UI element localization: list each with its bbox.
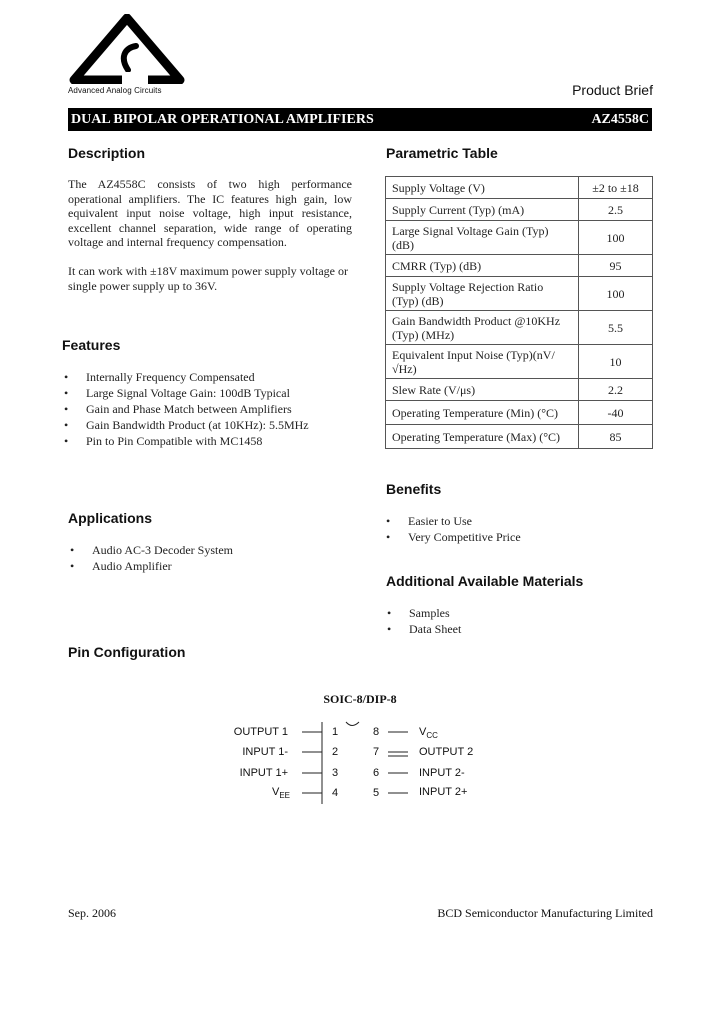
pin-label-vcc: $V_{CC}$ [419,726,438,741]
pin-diagram [300,720,420,810]
benefits-heading: Benefits [386,481,442,497]
pin-number: 5 [373,787,380,799]
pin-number: 3 [332,767,339,779]
pin-label-input-2-plus: INPUT 2+ [419,786,468,798]
materials-list [387,605,461,637]
table-row: Operating Temperature (Min) (°C) -40 [386,401,653,425]
package-label: SOIC-8/DIP-8 [323,692,397,706]
benefit-item: • Very Competitive Price [386,530,521,544]
description-paragraph-2: It can work with ±18V maximum power supply voltage or single power supply up to 36V. [68,264,348,293]
pin-label-vee: $V_{EE}$ [271,786,290,801]
pin-label-input-1-plus: INPUT 1+ [239,767,288,779]
applications-list [70,542,233,574]
benefit-item: • Easier to Use [386,514,472,528]
benefits-list [386,513,521,545]
footer-date: Sep. 2006 [68,906,116,920]
table-row: Supply Voltage (V) ±2 to ±18 [386,177,653,199]
pin-number: 6 [373,767,380,779]
pin-number: 2 [332,746,339,758]
table-row: Operating Temperature (Max) (°C) 85 [386,425,653,449]
pin-label-output-1: OUTPUT 1 [233,726,288,738]
pin-label-output-2: OUTPUT 2 [419,746,474,758]
table-row: Gain Bandwidth Product @10KHz (Typ) (MHz) 5.5 [386,311,653,345]
description-paragraph-1: The AZ4558C consists of two high performance operational amplifiers. The IC features high gain, low equivalent input noise voltage, high input resistance, excellent channel separation, wide range of operating voltage and internal frequency compensation. [68,177,352,250]
material-item: • Data Sheet [387,622,462,636]
document-title: DUAL BIPOLAR OPERATIONAL AMPLIFIERS [71,112,374,127]
parametric-heading: Parametric Table [386,145,498,161]
table-row: Large Signal Voltage Gain (Typ) (dB) 100 [386,221,653,255]
feature-item: • Internally Frequency Compensated [64,370,255,384]
parametric-table [385,176,653,449]
feature-item: • Pin to Pin Compatible with MC1458 [64,434,263,448]
description-heading: Description [68,145,146,161]
pin-number: 1 [332,726,339,738]
pin-number: 7 [373,746,380,758]
feature-item: • Large Signal Voltage Gain: 100dB Typical [64,386,290,400]
materials-heading: Additional Available Materials [386,573,584,589]
part-number: AZ4558C [591,112,649,127]
table-row: Slew Rate (V/μs) 2.2 [386,379,653,401]
table-row: Equivalent Input Noise (Typ)(nV/√Hz) 10 [386,345,653,379]
company-name: Advanced Analog Circuits [68,86,162,95]
product-brief-label: Product Brief [572,82,653,98]
table-row: CMRR (Typ) (dB) 95 [386,255,653,277]
pin-number: 8 [373,726,380,738]
material-item: • Samples [387,606,450,620]
application-item: • Audio AC-3 Decoder System [70,543,233,557]
company-logo [68,14,186,84]
feature-item: • Gain Bandwidth Product (at 10KHz): 5.5MHz [64,418,309,432]
pin-label-input-2-minus: INPUT 2- [419,767,465,779]
pin-label-input-1-minus: INPUT 1- [242,746,288,758]
footer-company: BCD Semiconductor Manufacturing Limited [437,906,653,920]
pin-number: 4 [332,787,339,799]
features-list [64,369,309,449]
features-heading: Features [62,337,121,353]
feature-item: • Gain and Phase Match between Amplifiers [64,402,292,416]
table-row: Supply Voltage Rejection Ratio (Typ) (dB) 100 [386,277,653,311]
applications-heading: Applications [68,510,153,526]
application-item: • Audio Amplifier [70,559,172,573]
table-row: Supply Current (Typ) (mA) 2.5 [386,199,653,221]
pin-config-heading: Pin Configuration [68,644,186,660]
title-bar [68,108,652,131]
